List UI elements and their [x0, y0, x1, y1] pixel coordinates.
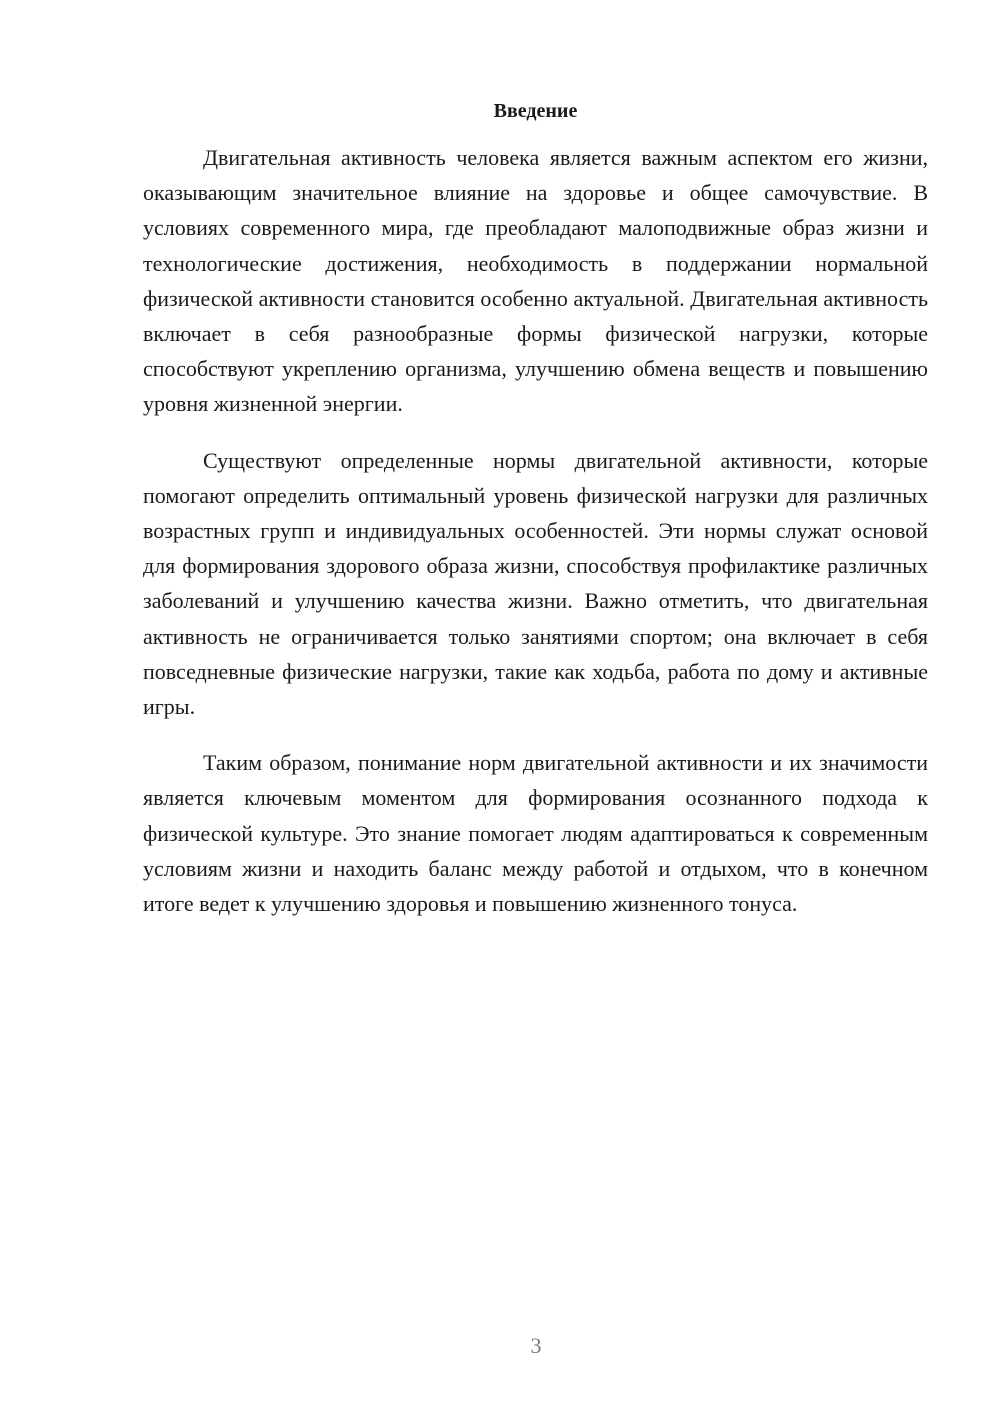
paragraph-1: Двигательная активность человека является важным аспектом его жизни, оказывающим значительное влияние на здоровье и общее самочувствие. В условиях современного мира, где преобладают малоподвижные образ жизни и технологические достижения, необходимость в поддержании нормальной физической активности становится особенно актуальной. Двигательная активность включает в себя разнообразные формы физической нагрузки, которые способствуют укреплению организма, улучшению обмена веществ и повышению уровня жизненной энергии.	[143, 145, 928, 417]
section-heading: Введение	[493, 100, 578, 122]
paragraph-3: Таким образом, понимание норм двигательной активности и их значимости является ключевым моментом для формирования осознанного подхода к физической культуре. Это знание помогает людям адаптироваться к современным условиям жизни и находить баланс между работой и отдыхом, что в конечном итоге ведет к улучшению здоровья и повышению жизненного тонуса.	[143, 750, 928, 917]
paragraph-2: Существуют определенные нормы двигательной активности, которые помогают определить оптимальный уровень физической нагрузки для различных возрастных групп и индивидуальных особенностей. Эти нормы служат основой для формирования здорового образа жизни, способствуя профилактике различных заболеваний и улучшению качества жизни. Важно отметить, что двигательная активность не ограничивается только занятиями спортом; она включает в себя повседневные физические нагрузки, такие как ходьба, работа по дому и активные игры.	[143, 447, 928, 720]
page-content	[143, 96, 928, 921]
page-number: 3	[530, 1333, 542, 1358]
